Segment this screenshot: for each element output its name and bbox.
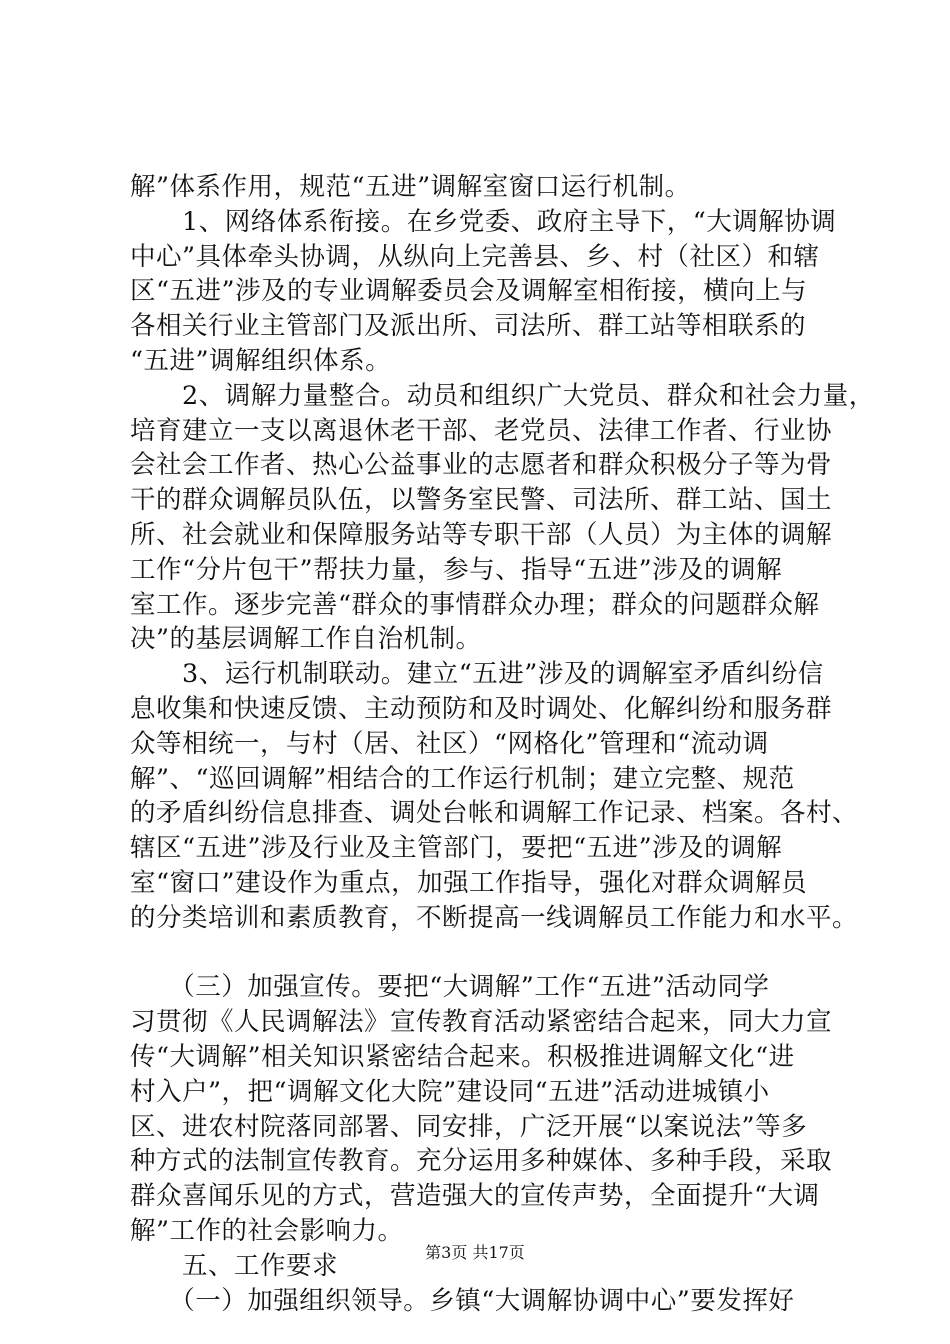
text-line: 决”的基层调解工作自治机制。 (130, 624, 482, 655)
page-footer: 第3页 共17页 (425, 1243, 525, 1262)
text-line: 传“大调解”相关知识紧密结合起来。积极推进调解文化“进 (130, 1041, 795, 1072)
text-line: 习贯彻《人民调解法》宣传教育活动紧密结合起来，同大力宣 (130, 1007, 833, 1038)
text-line: 种方式的法制宣传教育。充分运用多种媒体、多种手段，采取 (130, 1146, 833, 1177)
text-line: 息收集和快速反馈、主动预防和及时调处、化解纠纷和服务群 (130, 693, 833, 724)
text-line: 众等相统一，与村（居、社区）“网格化”管理和“流动调 (130, 728, 769, 759)
text-line: 辖区“五进”涉及行业及主管部门，要把“五进”涉及的调解 (130, 833, 783, 864)
text-line: 培育建立一支以离退休老干部、老党员、法律工作者、行业协 (130, 415, 833, 446)
text-line: 会社会工作者、热心公益事业的志愿者和群众积极分子等为骨 (130, 450, 833, 481)
text-line: “五进”调解组织体系。 (130, 345, 392, 376)
text-line: 室工作。逐步完善“群众的事情群众办理；群众的问题群众解 (130, 589, 820, 620)
text-line: 区“五进”涉及的专业调解委员会及调解室相衔接，横向上与 (130, 276, 808, 307)
text-line: 工作“分片包干”帮扶力量，参与、指导“五进”涉及的调解 (130, 554, 783, 585)
paragraph-gap (130, 936, 842, 971)
text-line: 3、运行机制联动。建立“五进”涉及的调解室矛盾纠纷信 (130, 659, 824, 690)
text-line: 五、工作要求 (130, 1250, 339, 1281)
text-line: 区、进农村院落同部署、同安排，广泛开展“以案说法”等多 (130, 1111, 808, 1142)
text-line: 各相关行业主管部门及派出所、司法所、群工站等相联系的 (130, 311, 807, 342)
text-line: 群众喜闻乐见的方式，营造强大的宣传声势，全面提升“大调 (130, 1181, 820, 1212)
text-line: 解”体系作用，规范“五进”调解室窗口运行机制。 (130, 172, 691, 202)
text-line: 中心”具体牵头协调，从纵向上完善县、乡、村（社区）和辖 (130, 241, 820, 272)
text-line: 干的群众调解员队伍，以警务室民警、司法所、群工站、国土 (130, 485, 833, 516)
body-text (130, 170, 875, 1318)
text-line: 村入户”，把“调解文化大院”建设同“五进”活动进城镇小 (130, 1076, 770, 1107)
text-line: 的矛盾纠纷信息排查、调处台帐和调解工作记录、档案。各村、 (130, 798, 859, 829)
text-line: 的分类培训和素质教育，不断提高一线调解员工作能力和水平。 (130, 902, 859, 933)
text-line: （一）加强组织领导。乡镇“大调解协调中心”要发挥好 (130, 1285, 795, 1316)
text-line: （三）加强宣传。要把“大调解”工作“五进”活动同学 (130, 972, 770, 1003)
text-line: 解”工作的社会影响力。 (130, 1215, 404, 1246)
text-line: 2、调解力量整合。动员和组织广大党员、群众和社会力量， (130, 380, 875, 411)
text-line: 所、社会就业和保障服务站等专职干部（人员）为主体的调解 (130, 519, 833, 550)
text-line: 室“窗口”建设作为重点，加强工作指导，强化对群众调解员 (130, 867, 808, 898)
text-line: 1、网络体系衔接。在乡党委、政府主导下，“大调解协调 (130, 206, 837, 237)
text-line: 解”、“巡回调解”相结合的工作运行机制；建立完整、规范 (130, 763, 795, 794)
